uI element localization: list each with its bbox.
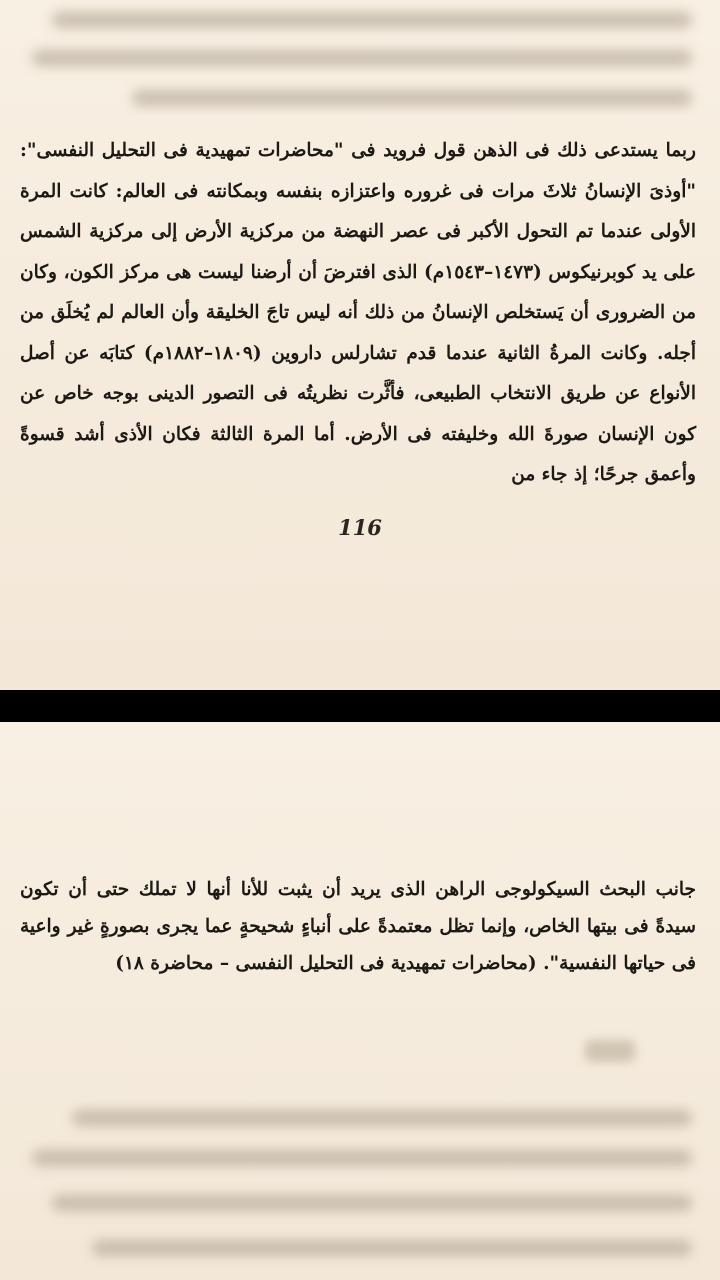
blurred-text-line	[72, 1110, 692, 1126]
blurred-text-line	[32, 1150, 692, 1166]
body-paragraph-top	[20, 131, 696, 491]
page-divider	[0, 690, 720, 722]
body-paragraph-bottom	[20, 871, 696, 1036]
paragraph-text: ربما يستدعى ذلك فى الذهن قول فرويد فى "محاضرات تمهيدية فى التحليل النفسى": "أوذىَ الإنسانُ ثلاثَ مرات فى غروره واعتزازه بنفسه وبمكانته فى العالم: كانت المرة الأولى عندما تم التحول الأكبر فى عصر النهضة من مركزية الأرض إلى مركزية الشمس على يد كوبرنيكوس (١٤٧٣–١٥٤٣م) الذى افترضَ أن أرضنا ليست هى مركز الكون، وكان من الضرورى أن يَستخلص الإنسانُ من ذلك أنه ليس تاجَ الخليقة وأن العالم لم يُخلَق من أجله. وكانت المرةُ الثانية عندما قدم تشارلس داروين (١٨٠٩–١٨٨٢م) كتابَه عن أصل الأنواع عن طريق الانتخاب الطبيعى، فأثَّرت نظريتُه فى التصور الدينى بوجه خاص عن كون الإنسان صورةَ الله وخليفته فى الأرض. أما المرة الثالثة فكان الأذى أشد قسوةً وأعمق جرحًا؛ إذ جاء من	[20, 140, 697, 485]
blurred-text-line	[52, 1195, 692, 1211]
blurred-text-line	[52, 12, 692, 28]
page-number: 116	[338, 515, 382, 540]
paragraph-text: جانب البحث السيكولوجى الراهن الذى يريد أن يثبت للأنا أنها لا تملك حتى أن تكون سيدةً فى بيتها الخاص، وإنما تظل معتمدةً على أنباءٍ شحيحةٍ عما يجرى بصورةٍ غير واعية فى حياتها النفسية". (محاضرات تمهيدية فى التحليل النفسى – محاضرة ١٨)	[20, 879, 696, 974]
blurred-heading	[585, 1040, 635, 1062]
blurred-text-line	[132, 90, 692, 106]
blurred-text-line	[92, 1240, 692, 1256]
blurred-text-line	[32, 50, 692, 66]
